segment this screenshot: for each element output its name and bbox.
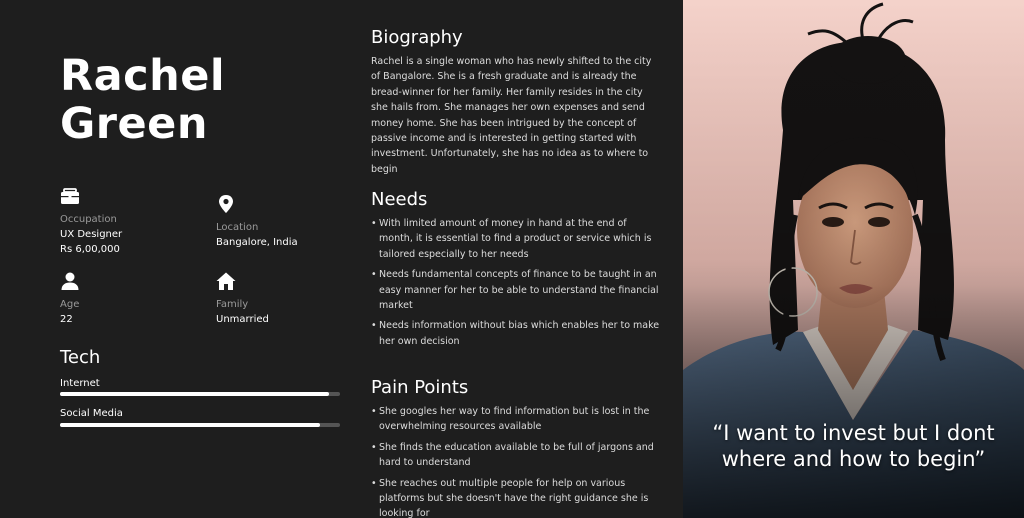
family-value: Unmarried [216,314,269,325]
list-item: • She googles her way to find information but is lost in the overwhelming resources available [371,404,661,435]
location-value: Bangalore, India [216,237,298,248]
tech-bar-fill [60,423,320,427]
location-info [216,194,298,248]
profile-column [0,0,360,518]
list-item: • With limited amount of money in hand at the end of month, it is essential to find a product or service which is tailored especially to her needs [371,216,661,262]
biography-title: Biography [371,27,463,48]
first-name: Rachel [60,51,226,101]
tech-label-social-media: Social Media [60,408,123,419]
age-value: 22 [60,314,73,325]
briefcase-icon [60,186,80,206]
tech-bar-social-media [60,423,340,427]
occupation-label: Occupation [60,214,117,225]
age-label: Age [60,299,80,310]
persona-photo [683,0,1024,518]
needs-title: Needs [371,189,428,210]
occupation-info [60,186,122,255]
family-info [216,271,269,325]
map-pin-icon [216,194,236,214]
tech-bar-internet [60,392,340,396]
tech-title: Tech [60,347,101,368]
list-item: • Needs fundamental concepts of finance to be taught in an easy manner for her to be able to understand the financial market [371,267,661,313]
pain-points-title: Pain Points [371,377,469,398]
home-icon [216,271,236,291]
persona-name [60,52,225,148]
quote-line-1: “I want to invest but I dont [712,421,995,445]
pain-points-list [371,404,661,518]
salary-value: Rs 6,00,000 [60,244,120,255]
details-column [371,0,671,518]
tech-bar-fill [60,392,329,396]
biography-text: Rachel is a single woman who has newly shifted to the city of Bangalore. She is a fresh graduate and is already the bread-winner for her family. Her family resides in the city she hails from. She manages her own expenses and send money home. She has been intrigued by the concept of passive income and is interested in getting started with investment. Unfortunately, she has no idea as to where to begin [371,56,652,175]
person-icon [60,271,80,291]
list-item: • She reaches out multiple people for help on various platforms but she doesn't have the right guidance she is looking for [371,476,661,518]
persona-quote [683,420,1024,472]
list-item: • Needs information without bias which enables her to make her own decision [371,318,661,349]
quote-line-2: where and how to begin” [721,447,986,471]
location-label: Location [216,222,259,233]
list-item: • She finds the education available to be full of jargons and hard to understand [371,440,661,471]
family-label: Family [216,299,249,310]
age-info [60,271,80,325]
tech-label-internet: Internet [60,378,100,389]
occupation-value: UX Designer [60,229,123,240]
needs-list [371,216,661,354]
last-name: Green [60,99,208,149]
